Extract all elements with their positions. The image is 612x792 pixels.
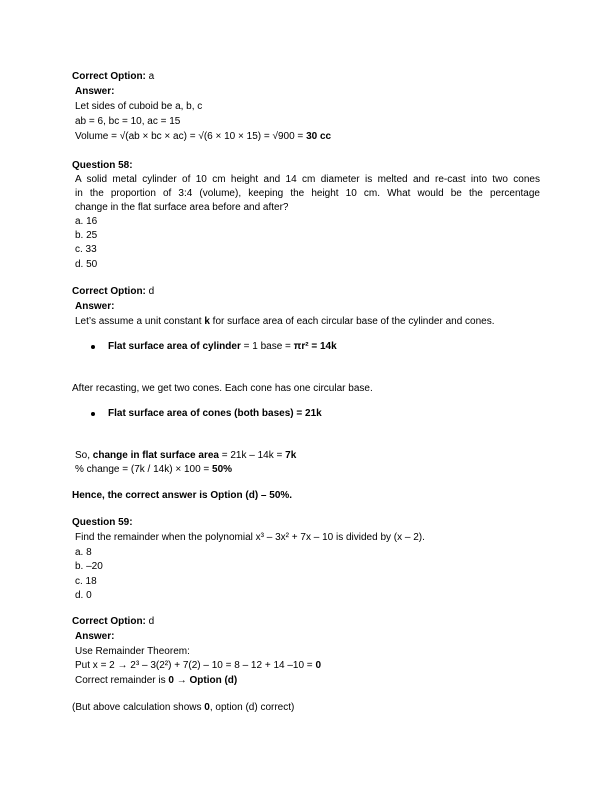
q58-intro-line [75,316,495,328]
q58-option-c: c. 33 [75,244,97,255]
bullet-icon [91,345,95,349]
q58-title: Question 58: [72,160,133,171]
bullet-result: = 21k [293,408,322,419]
q58-bullet-cones [108,408,322,420]
q57-correct-option [72,71,154,83]
correct-option-label: Correct Option: [72,71,146,82]
intro-post: for surface area of each circular base of the cylinder and cones. [209,316,495,327]
change-pre: So, [75,450,93,461]
q58-correct-option [72,286,154,298]
q58-stem-line: in the proportion of 3:4 (volume), keeping the height 10 cm. What would be the percentage [75,188,540,199]
change-text: = 21k – 14k = [218,450,286,461]
q59-answer-line: Use Remainder Theorem: [75,646,190,657]
q58-stem-line: A solid metal cylinder of 10 cm height and 14 cm diameter is melted and re-cast into two cones [75,174,540,185]
bullet-text: = 1 base = [240,341,294,352]
q59-remainder-line [75,675,237,687]
q59-option-a: a. 8 [75,547,92,558]
calc-text: Put x = 2 → 2³ – 3(2²) + 7(2) – 10 = 8 – 12 + 14 –10 = [75,660,316,671]
note-post: , option (d) correct) [209,702,295,713]
q57-volume-line [75,131,331,143]
q58-answer-label: Answer: [75,301,115,312]
q57-answer-line: Let sides of cuboid be a, b, c [75,101,203,112]
correct-option-label: Correct Option: [72,616,146,627]
q58-recast-line: After recasting, we get two cones. Each cone has one circular base. [72,383,373,394]
q57-answer-label: Answer: [75,86,115,97]
bullet-result: πr² = 14k [293,341,337,352]
q59-option-d: d. 0 [75,590,92,601]
intro-pre: Let’s assume a unit constant [75,316,205,327]
correct-option-value: d [148,616,155,627]
correct-option-value: d [148,286,155,297]
q58-option-b: b. 25 [75,230,98,241]
q59-option-c: c. 18 [75,576,97,587]
q58-option-d: d. 50 [75,259,98,270]
q59-calc-line [75,660,321,672]
change-result: 7k [285,450,297,461]
calc-result: 0 [315,660,321,671]
percent-result: 50% [212,464,233,475]
q58-bullet-cylinder [108,341,337,353]
q58-percent-line [75,464,232,476]
intro-k: k [204,316,210,327]
bullet-bold: Flat surface area of cylinder [108,341,241,352]
correct-option-value: a [148,71,155,82]
remainder-result: 0 → Option (d) [168,675,238,686]
correct-option-label: Correct Option: [72,286,146,297]
q59-stem: Find the remainder when the polynomial x³ – 3x² + 7x – 10 is divided by (x – 2). [75,532,425,543]
remainder-text: Correct remainder is [75,675,169,686]
note-pre: (But above calculation shows [72,702,205,713]
q59-title: Question 59: [72,517,133,528]
q59-correct-option [72,616,154,628]
q59-option-b: b. –20 [75,561,103,572]
q58-stem-line: change in the flat surface area before and after? [75,202,289,213]
volume-result: 30 cc [306,131,332,142]
bullet-bold: Flat surface area of cones (both bases) [108,408,294,419]
q57-answer-line: ab = 6, bc = 10, ac = 15 [75,116,181,127]
percent-text: % change = (7k / 14k) × 100 = [75,464,213,475]
q59-answer-label: Answer: [75,631,115,642]
bullet-icon [91,412,95,416]
q58-change-line [75,450,296,462]
volume-text: Volume = √(ab × bc × ac) = √(6 × 10 × 15) = √900 = [75,131,307,142]
q59-note [72,702,294,714]
q58-option-a: a. 16 [75,216,98,227]
change-bold: change in flat surface area [92,450,219,461]
q58-conclusion: Hence, the correct answer is Option (d) – 50%. [72,490,293,501]
note-bold: 0 [204,702,210,713]
